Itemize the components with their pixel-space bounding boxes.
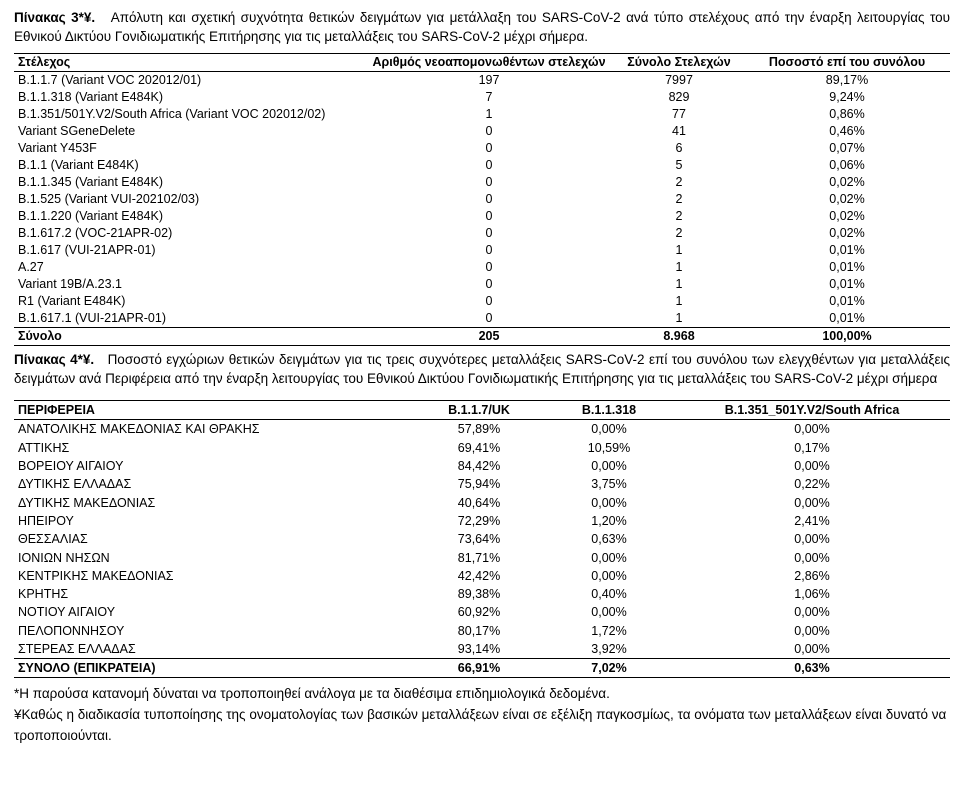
table4-total-cell: 0,63%	[794, 661, 830, 676]
table4-cell: 0,00%	[794, 422, 830, 437]
table4-cell: 0,17%	[794, 440, 830, 455]
table3-cell: 197	[478, 73, 500, 87]
table4-cell: 0,40%	[591, 587, 627, 602]
table4-row	[14, 548, 950, 566]
table3-cell: B.1.525 (Variant VUI-202102/03)	[18, 192, 200, 206]
table4-cell: 3,75%	[591, 477, 627, 492]
table3	[14, 53, 950, 346]
table3-cell: 0,02%	[829, 226, 865, 240]
table3-cell: 77	[672, 107, 686, 121]
table3-cell: 1	[675, 294, 683, 308]
table3-cell: 0,01%	[829, 260, 865, 274]
table3-cell: 9,24%	[829, 90, 865, 104]
table4-cell: ΝΟΤΙΟΥ ΑΙΓΑΙΟΥ	[18, 605, 116, 620]
table4-cell: 0,00%	[794, 605, 830, 620]
table3-row	[14, 174, 950, 191]
table4-cell: 0,00%	[591, 605, 627, 620]
table4	[14, 400, 950, 678]
table3-cell: 41	[672, 124, 686, 138]
table3-cell: Variant 19B/A.23.1	[18, 277, 123, 291]
table4-cell: 0,00%	[794, 532, 830, 547]
table4-cell: ΣΤΕΡΕΑΣ ΕΛΛΑΔΑΣ	[18, 642, 136, 656]
table3-cell: 0,02%	[829, 175, 865, 189]
table3-cell: 0	[485, 192, 493, 206]
table4-row	[14, 475, 950, 493]
table4-cell: 40,64%	[457, 495, 501, 510]
table3-row	[14, 259, 950, 276]
table4-cell: 72,29%	[457, 513, 501, 528]
table3-cell: 0	[485, 175, 493, 189]
table4-cell: 75,94%	[457, 477, 501, 492]
table4-cell: ΑΤΤΙΚΗΣ	[18, 440, 70, 455]
table3-header-strain: Στέλεχος	[18, 55, 71, 69]
footnote-yen: ¥Καθώς η διαδικασία τυποποίησης της ονοματολογίας των βασικών μεταλλάξεων είναι σε εξέλιξη παγκοσμίως, τα ονόματα των μεταλλάξεων είναι δυνατό να τροποποιούνται.	[14, 707, 947, 744]
table4-caption-label: Πίνακας 4*¥.	[14, 352, 95, 367]
table3-cell: 0	[485, 277, 493, 291]
table4-cell: 0,00%	[591, 568, 627, 583]
table4-cell: 1,06%	[794, 587, 830, 602]
table3-cell: 0	[485, 243, 493, 257]
table3-cell: R1 (Variant E484K)	[18, 294, 126, 308]
table3-total-cell: 100,00%	[822, 329, 872, 343]
table4-header-b11318: B.1.1.318	[581, 403, 637, 418]
table4-cell: 2,86%	[794, 568, 830, 583]
table3-cell: 2	[675, 209, 683, 223]
table4-cell: 0,00%	[794, 459, 830, 474]
table4-header-row	[14, 401, 950, 420]
table4-cell: 10,59%	[587, 440, 631, 455]
table3-cell: 7	[485, 90, 493, 104]
table4-total-cell: 7,02%	[591, 661, 627, 676]
table4-row	[14, 640, 950, 659]
table4-cell: 0,00%	[794, 623, 830, 638]
table3-body	[14, 72, 950, 346]
table4-cell: 0,00%	[591, 550, 627, 565]
table4-cell: ΘΕΣΣΑΛΙΑΣ	[18, 532, 88, 547]
table4-cell: ΠΕΛΟΠΟΝΝΗΣΟΥ	[18, 623, 125, 638]
table3-cell: 0,02%	[829, 209, 865, 223]
table4-cell: 0,00%	[794, 642, 830, 656]
table4-total-cell: 66,91%	[457, 661, 501, 676]
table3-cell: 0	[485, 141, 493, 155]
table4-cell: 0,00%	[591, 422, 627, 437]
table4-total-cell: ΣΥΝΟΛΟ (ΕΠΙΚΡΑΤΕΙΑ)	[18, 661, 156, 676]
table3-row	[14, 157, 950, 174]
table3-cell: 1	[675, 260, 683, 274]
table4-cell: 0,00%	[591, 459, 627, 474]
table4-row	[14, 603, 950, 621]
table3-cell: 0	[485, 124, 493, 138]
table4-row	[14, 439, 950, 457]
table3-cell: 2	[675, 192, 683, 206]
table4-cell: 60,92%	[457, 605, 501, 620]
table3-cell: 0,06%	[829, 158, 865, 172]
table3-header-row	[14, 54, 950, 72]
document-page	[14, 8, 950, 746]
table3-row	[14, 225, 950, 242]
table3-cell: 0,46%	[829, 124, 865, 138]
table4-cell: 0,00%	[794, 550, 830, 565]
table4-cell: ΙΟΝΙΩΝ ΝΗΣΩΝ	[18, 550, 110, 565]
table3-cell: 1	[675, 243, 683, 257]
table3-cell: 0,86%	[829, 107, 865, 121]
table3-row	[14, 310, 950, 328]
table3-row	[14, 191, 950, 208]
table4-row	[14, 567, 950, 585]
table3-row	[14, 89, 950, 106]
table3-cell: 0	[485, 209, 493, 223]
table4-caption-text: Ποσοστό εγχώριων θετικών δειγμάτων για τις τρεις συχνότερες μεταλλάξεις SARS-CoV-2 επί του συνόλου των ελεγχθέντων για μεταλλάξεις δειγμάτων ανά Περιφέρεια από την έναρξη λειτουργίας του Εθνικού Δικτύου Γονιδιωματικής Επιτήρησης για τις μεταλλάξεις του SARS-CoV-2 μέχρι σήμερα	[14, 352, 950, 386]
table3-cell: B.1.617 (VUI-21APR-01)	[18, 243, 156, 257]
table3-cell: B.1.1 (Variant E484K)	[18, 158, 139, 172]
table3-row	[14, 293, 950, 310]
table4-total-row	[14, 659, 950, 678]
table4-cell: ΑΝΑΤΟΛΙΚΗΣ ΜΑΚΕΔΟΝΙΑΣ ΚΑΙ ΘΡΑΚΗΣ	[18, 422, 260, 437]
table4-caption	[14, 350, 950, 388]
table3-row	[14, 276, 950, 293]
table3-cell: 0	[485, 226, 493, 240]
table3-cell: Variant Y453F	[18, 141, 97, 155]
table4-cell: ΚΕΝΤΡΙΚΗΣ ΜΑΚΕΔΟΝΙΑΣ	[18, 568, 174, 583]
table4-row	[14, 512, 950, 530]
table3-header-total: Σύνολο Στελεχών	[627, 55, 731, 69]
table3-cell: 0	[485, 260, 493, 274]
table3-cell: 5	[675, 158, 683, 172]
table4-cell: ΗΠΕΙΡΟΥ	[18, 513, 74, 528]
table3-cell: B.1.351/501Y.V2/South Africa (Variant VOC 202012/02)	[18, 107, 326, 121]
table3-cell: B.1.1.318 (Variant E484K)	[18, 90, 163, 104]
table3-cell: 1	[485, 107, 493, 121]
table3-cell: B.1.617.2 (VOC-21APR-02)	[18, 226, 173, 240]
footnote-asterisk: *Η παρούσα κατανομή δύναται να τροποποιηθεί ανάλογα με τα διαθέσιμα επιδημιολογικά δεδομένα.	[14, 686, 610, 702]
table4-row	[14, 420, 950, 439]
table4-cell: ΔΥΤΙΚΗΣ ΕΛΛΑΔΑΣ	[18, 477, 132, 492]
table3-cell: 0,01%	[829, 294, 865, 308]
table3-row	[14, 242, 950, 259]
table3-cell: 0,07%	[829, 141, 865, 155]
table3-cell: B.1.1.345 (Variant E484K)	[18, 175, 163, 189]
table4-cell: ΔΥΤΙΚΗΣ ΜΑΚΕΔΟΝΙΑΣ	[18, 495, 156, 510]
table4-row	[14, 530, 950, 548]
table4-header-region: ΠΕΡΙΦΕΡΕΙΑ	[18, 403, 95, 418]
table3-cell: B.1.617.1 (VUI-21APR-01)	[18, 311, 166, 325]
table3-header-percent: Ποσοστό επί του συνόλου	[768, 55, 926, 69]
table4-cell: 2,41%	[794, 513, 830, 528]
table3-row	[14, 106, 950, 123]
table3-cell: 2	[675, 226, 683, 240]
table4-cell: 0,22%	[794, 477, 830, 492]
table3-cell: 0	[485, 158, 493, 172]
table3-row	[14, 72, 950, 90]
footnotes	[14, 683, 950, 746]
table4-cell: 1,72%	[591, 623, 627, 638]
table3-cell: 1	[675, 311, 683, 325]
table4-cell: 3,92%	[591, 642, 627, 656]
table3-cell: 6	[675, 141, 683, 155]
table3-cell: 89,17%	[825, 73, 869, 87]
table4-cell: 93,14%	[457, 642, 501, 656]
table4-header-b1351: B.1.351_501Y.V2/South Africa	[724, 403, 900, 418]
table3-total-cell: 8.968	[663, 329, 695, 343]
table3-row	[14, 140, 950, 157]
table3-cell: 2	[675, 175, 683, 189]
table3-total-cell: Σύνολο	[18, 329, 62, 343]
table4-cell: 0,00%	[794, 495, 830, 510]
table3-cell: Variant SGeneDelete	[18, 124, 136, 138]
table3-cell: 0	[485, 294, 493, 308]
table3-header-new-count: Αριθμός νεοαπομονωθέντων στελεχών	[372, 55, 606, 69]
table4-cell: 1,20%	[591, 513, 627, 528]
table4-cell: 80,17%	[457, 623, 501, 638]
table4-cell: 84,42%	[457, 459, 501, 474]
table3-cell: 0,01%	[829, 277, 865, 291]
table3-cell: 0,01%	[829, 243, 865, 257]
table3-cell: A.27	[18, 260, 44, 274]
table3-total-cell: 205	[478, 329, 500, 343]
table3-cell: 7997	[665, 73, 693, 87]
table4-cell: 0,63%	[591, 532, 627, 547]
table3-cell: 829	[668, 90, 690, 104]
table3-caption	[14, 8, 950, 46]
table4-row	[14, 493, 950, 511]
table4-row	[14, 457, 950, 475]
table3-total-row	[14, 328, 950, 346]
table4-cell: 57,89%	[457, 422, 501, 437]
table4-cell: 0,00%	[591, 495, 627, 510]
table4-cell: 81,71%	[457, 550, 501, 565]
table3-caption-text: Απόλυτη και σχετική συχνότητα θετικών δειγμάτων για μετάλλαξη του SARS-CoV-2 ανά τύπο στελέχους από την έναρξη λειτουργίας του Εθνικού Δικτύου Γονιδιωματικής Επιτήρησης για τις μεταλλάξεις του SARS-CoV-2 μέχρι σήμερα.	[14, 10, 951, 44]
table3-row	[14, 208, 950, 225]
table4-cell: 42,42%	[457, 568, 501, 583]
table4-cell: 69,41%	[457, 440, 501, 455]
table3-caption-label: Πίνακας 3*¥.	[14, 10, 96, 25]
table3-cell: 0,01%	[829, 311, 865, 325]
table4-body	[14, 420, 950, 678]
table4-cell: 89,38%	[457, 587, 501, 602]
table3-cell: 0,02%	[829, 192, 865, 206]
table4-cell: 73,64%	[457, 532, 501, 547]
table3-cell: 0	[485, 311, 493, 325]
table4-row	[14, 585, 950, 603]
table3-cell: B.1.1.7 (Variant VOC 202012/01)	[18, 73, 202, 87]
table4-row	[14, 622, 950, 640]
table3-row	[14, 123, 950, 140]
table3-cell: 1	[675, 277, 683, 291]
table4-cell: ΒΟΡΕΙΟΥ ΑΙΓΑΙΟΥ	[18, 459, 124, 474]
table3-cell: B.1.1.220 (Variant E484K)	[18, 209, 163, 223]
table4-cell: ΚΡΗΤΗΣ	[18, 587, 69, 602]
table4-header-b117: B.1.1.7/UK	[448, 403, 510, 418]
